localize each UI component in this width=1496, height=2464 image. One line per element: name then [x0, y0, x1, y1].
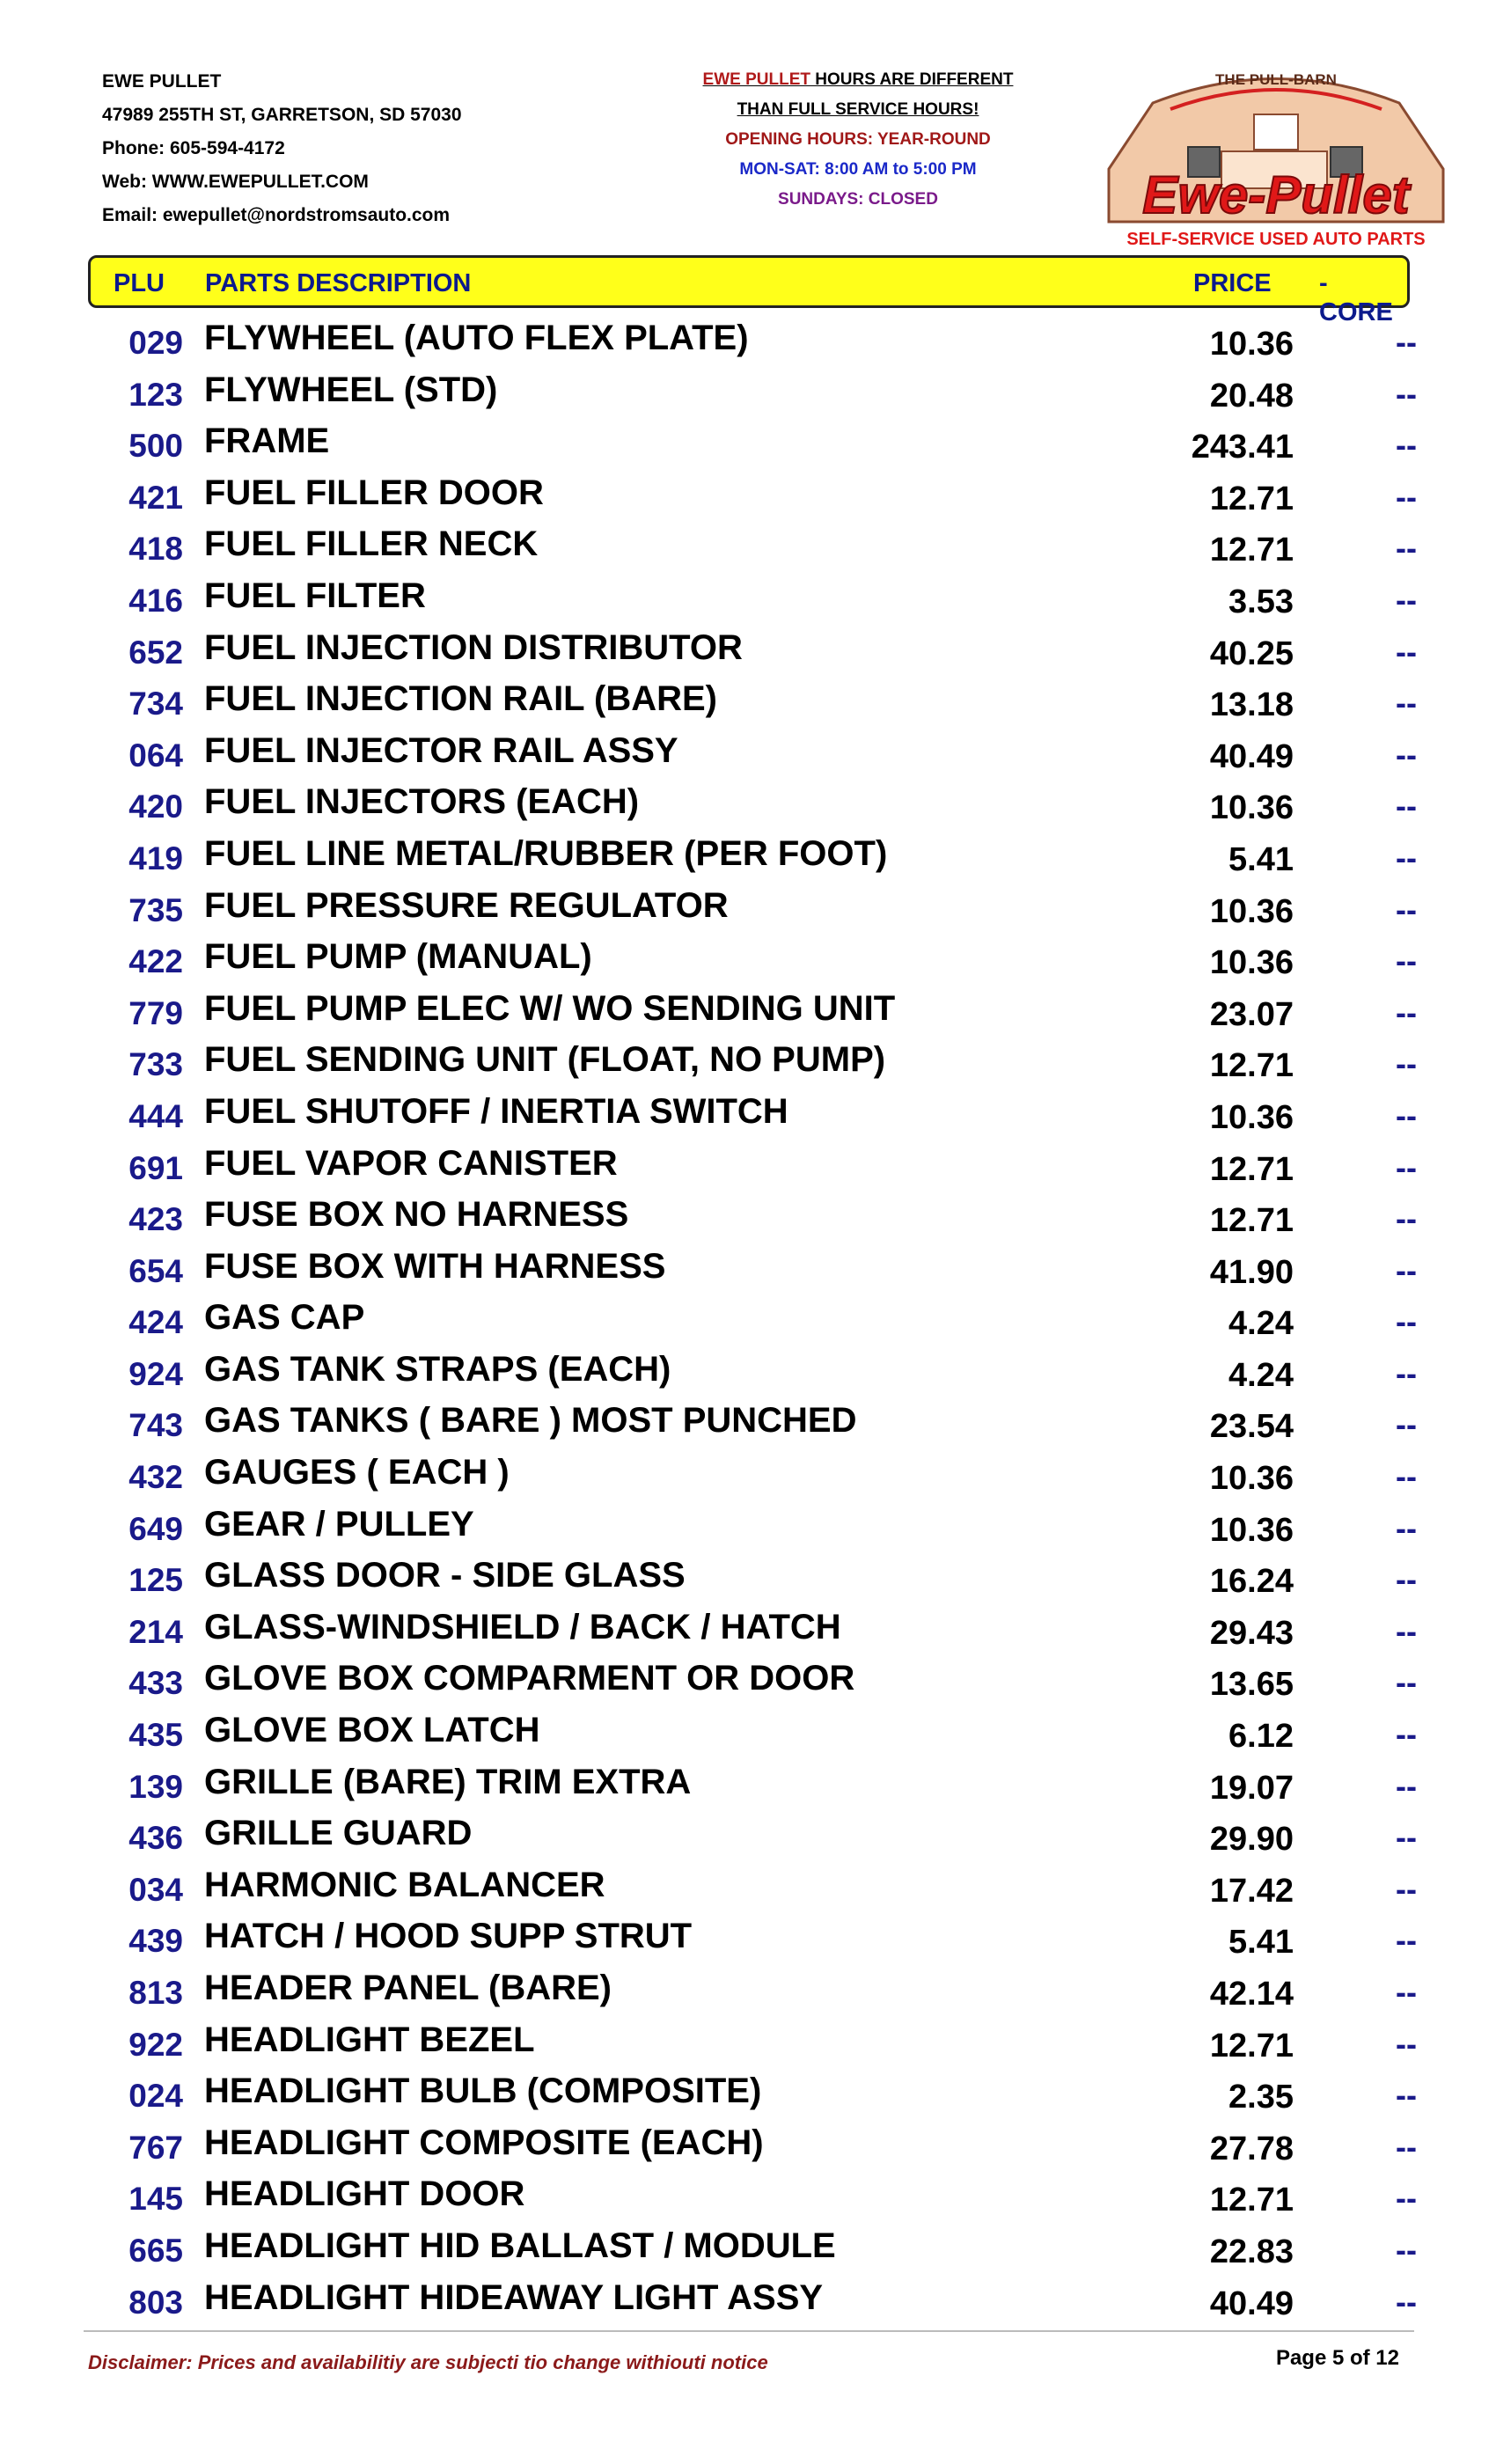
description-cell: FUEL VAPOR CANISTER — [204, 1143, 618, 1183]
price-cell: 40.25 — [1209, 634, 1294, 672]
parts-price-list — [0, 317, 1496, 2328]
core-cell: -- — [1396, 1561, 1417, 1598]
price-cell: 19.07 — [1209, 1769, 1294, 1807]
table-row — [0, 1915, 1496, 1967]
table-row — [0, 1193, 1496, 1245]
price-cell: 4.24 — [1228, 1356, 1294, 1394]
core-cell: -- — [1396, 1458, 1417, 1495]
description-cell: FUEL INJECTORS (EACH) — [204, 782, 640, 822]
price-cell: 12.71 — [1209, 1150, 1294, 1188]
hours-line-2: THAN FULL SERVICE HOURS! — [737, 100, 979, 119]
core-cell: -- — [1396, 1922, 1417, 1959]
core-cell: -- — [1396, 2077, 1417, 2114]
plu-cell: 139 — [128, 1768, 183, 1805]
core-cell: -- — [1396, 839, 1417, 876]
description-cell: FLYWHEEL (STD) — [204, 370, 498, 409]
price-cell: 10.36 — [1209, 944, 1294, 982]
hours-notice — [669, 65, 1047, 215]
table-row — [0, 1142, 1496, 1194]
core-cell: -- — [1396, 736, 1417, 773]
table-row — [0, 1554, 1496, 1606]
plu-cell: 444 — [128, 1097, 183, 1134]
plu-cell: 418 — [128, 531, 183, 568]
core-cell: -- — [1396, 685, 1417, 722]
core-cell: -- — [1396, 530, 1417, 567]
table-row — [0, 317, 1496, 369]
core-cell: -- — [1396, 1664, 1417, 1701]
price-cell: 2.35 — [1228, 2079, 1294, 2116]
price-cell: 40.49 — [1209, 2284, 1294, 2322]
plu-cell: 439 — [128, 1923, 183, 1960]
store-web: Web: WWW.EWEPULLET.COM — [102, 172, 369, 192]
description-cell: FUEL INJECTOR RAIL ASSY — [204, 730, 678, 770]
core-cell: -- — [1396, 2283, 1417, 2320]
plu-cell: 665 — [128, 2232, 183, 2269]
plu-cell: 649 — [128, 1510, 183, 1547]
opening-hours: OPENING HOURS: YEAR-ROUND — [725, 130, 991, 149]
table-row — [0, 1296, 1496, 1348]
price-cell: 10.36 — [1209, 1460, 1294, 1498]
plu-cell: 422 — [128, 943, 183, 980]
core-cell: -- — [1396, 1870, 1417, 1907]
plu-cell: 433 — [128, 1665, 183, 1702]
table-row — [0, 1606, 1496, 1658]
description-cell: GRILLE (BARE) TRIM EXTRA — [204, 1762, 692, 1801]
sunday-hours: SUNDAYS: CLOSED — [778, 190, 938, 209]
description-cell: FUEL LINE METAL/RUBBER (PER FOOT) — [204, 833, 888, 873]
price-cell: 3.53 — [1228, 583, 1294, 620]
description-cell: FUEL FILLER DOOR — [204, 473, 544, 512]
table-row — [0, 1864, 1496, 1916]
table-row — [0, 832, 1496, 884]
logo-main-text: Ewe-Pullet — [1142, 165, 1410, 224]
plu-cell: 735 — [128, 891, 183, 928]
core-cell: -- — [1396, 942, 1417, 979]
plu-cell: 064 — [128, 737, 183, 774]
plu-cell: 420 — [128, 788, 183, 825]
table-row — [0, 1038, 1496, 1090]
description-cell: GAS CAP — [204, 1298, 365, 1338]
hours-line-1-rest: HOURS ARE DIFFERENT — [810, 70, 1014, 89]
logo-top-text: THE PULL-BARN — [1215, 71, 1337, 88]
description-cell: GLASS-WINDSHIELD / BACK / HATCH — [204, 1607, 841, 1646]
price-cell: 41.90 — [1209, 1253, 1294, 1291]
table-row — [0, 1451, 1496, 1503]
description-cell: GAUGES ( EACH ) — [204, 1453, 510, 1492]
description-cell: GRILLE GUARD — [204, 1814, 473, 1853]
plu-column-header: PLU — [114, 269, 165, 297]
price-cell: 12.71 — [1209, 532, 1294, 569]
core-cell: -- — [1396, 478, 1417, 515]
price-cell: 23.54 — [1209, 1408, 1294, 1446]
table-row — [0, 1967, 1496, 2019]
core-cell: -- — [1396, 375, 1417, 412]
description-cell: FRAME — [204, 422, 330, 461]
price-cell: 10.36 — [1209, 1098, 1294, 1136]
price-cell: 29.90 — [1209, 1821, 1294, 1859]
description-cell: HARMONIC BALANCER — [204, 1865, 605, 1904]
plu-cell: 691 — [128, 1149, 183, 1186]
table-row — [0, 575, 1496, 627]
plu-cell: 779 — [128, 994, 183, 1031]
price-cell: 12.71 — [1209, 1202, 1294, 1240]
core-cell: -- — [1396, 1354, 1417, 1391]
table-row — [0, 1348, 1496, 1400]
description-cell: FUEL FILLER NECK — [204, 524, 539, 564]
description-cell: FUEL INJECTION DISTRIBUTOR — [204, 627, 743, 667]
plu-cell: 500 — [128, 428, 183, 465]
plu-cell: 424 — [128, 1304, 183, 1341]
table-row — [0, 1399, 1496, 1451]
plu-cell: 734 — [128, 686, 183, 722]
description-cell: HEADER PANEL (BARE) — [204, 1969, 612, 2007]
description-cell: FUEL PUMP ELEC W/ WO SENDING UNIT — [204, 988, 896, 1028]
description-cell: FUEL PUMP (MANUAL) — [204, 937, 592, 977]
table-row — [0, 627, 1496, 678]
description-cell: HATCH / HOOD SUPP STRUT — [204, 1917, 693, 1956]
core-cell: -- — [1396, 1045, 1417, 1082]
plu-cell: 924 — [128, 1355, 183, 1392]
store-name: EWE PULLET — [102, 71, 222, 92]
store-address: 47989 255TH ST, GARRETSON, SD 57030 — [102, 105, 462, 125]
plu-cell: 435 — [128, 1717, 183, 1754]
description-cell: FUSE BOX NO HARNESS — [204, 1195, 629, 1235]
core-cell: -- — [1396, 633, 1417, 670]
table-row — [0, 730, 1496, 781]
table-row — [0, 935, 1496, 987]
table-row — [0, 2019, 1496, 2071]
plu-cell: 123 — [128, 376, 183, 413]
plu-cell: 432 — [128, 1459, 183, 1496]
plu-cell: 214 — [128, 1613, 183, 1650]
ewe-pullet-logo — [1091, 55, 1461, 253]
plu-cell: 803 — [128, 2284, 183, 2321]
table-row — [0, 1245, 1496, 1297]
store-email: Email: ewepullet@nordstromsauto.com — [102, 205, 451, 225]
price-cell: 22.83 — [1209, 2233, 1294, 2270]
table-row — [0, 884, 1496, 936]
table-row — [0, 2070, 1496, 2122]
description-cell: HEADLIGHT BEZEL — [204, 2020, 535, 2059]
store-contact-block — [102, 65, 462, 232]
plu-cell: 767 — [128, 2129, 183, 2166]
table-row — [0, 781, 1496, 832]
description-cell: HEADLIGHT HIDEAWAY LIGHT ASSY — [204, 2277, 824, 2317]
core-cell: -- — [1396, 1819, 1417, 1856]
description-cell: FUEL FILTER — [204, 576, 426, 615]
price-cell: 13.18 — [1209, 686, 1294, 724]
plu-cell: 029 — [128, 325, 183, 361]
description-cell: HEADLIGHT BULB (COMPOSITE) — [204, 2072, 762, 2111]
store-phone: Phone: 605-594-4172 — [102, 138, 285, 158]
core-cell: -- — [1396, 1509, 1417, 1546]
description-cell: FUSE BOX WITH HARNESS — [204, 1246, 666, 1286]
price-cell: 13.65 — [1209, 1666, 1294, 1704]
table-row — [0, 1090, 1496, 1142]
price-cell: 5.41 — [1228, 1924, 1294, 1962]
table-row — [0, 1761, 1496, 1813]
price-cell: 10.36 — [1209, 1511, 1294, 1549]
plu-cell: 024 — [128, 2078, 183, 2115]
price-cell: 16.24 — [1209, 1563, 1294, 1601]
price-cell: 6.12 — [1228, 1718, 1294, 1756]
price-cell: 12.71 — [1209, 1047, 1294, 1085]
plu-cell: 743 — [128, 1407, 183, 1444]
core-cell: -- — [1396, 2231, 1417, 2268]
core-cell: -- — [1396, 581, 1417, 618]
price-cell: 10.36 — [1209, 326, 1294, 363]
plu-cell: 436 — [128, 1820, 183, 1857]
price-cell: 12.71 — [1209, 2027, 1294, 2064]
price-cell: 4.24 — [1228, 1305, 1294, 1343]
description-cell: FUEL SHUTOFF / INERTIA SWITCH — [204, 1091, 788, 1131]
price-cell: 23.07 — [1209, 995, 1294, 1033]
core-cell: -- — [1396, 1406, 1417, 1443]
plu-cell: 652 — [128, 634, 183, 671]
core-cell: -- — [1396, 1612, 1417, 1649]
description-cell: HEADLIGHT HID BALLAST / MODULE — [204, 2226, 836, 2265]
price-cell: 12.71 — [1209, 2182, 1294, 2219]
description-cell: FLYWHEEL (AUTO FLEX PLATE) — [204, 319, 749, 357]
price-cell: 27.78 — [1209, 2130, 1294, 2167]
description-cell: FUEL INJECTION RAIL (BARE) — [204, 679, 717, 719]
plu-cell: 034 — [128, 1871, 183, 1908]
description-cell: HEADLIGHT COMPOSITE (EACH) — [204, 2123, 764, 2162]
core-cell: -- — [1396, 1974, 1417, 2010]
table-row — [0, 523, 1496, 575]
column-header-bar — [88, 255, 1410, 326]
price-cell: 29.43 — [1209, 1614, 1294, 1652]
description-column-header: PARTS DESCRIPTION — [205, 269, 472, 297]
plu-cell: 421 — [128, 479, 183, 516]
core-cell: -- — [1396, 2128, 1417, 2165]
description-cell: GLOVE BOX LATCH — [204, 1711, 540, 1750]
table-row — [0, 1812, 1496, 1864]
table-row — [0, 1503, 1496, 1555]
description-cell: GAS TANKS ( BARE ) MOST PUNCHED — [204, 1401, 857, 1441]
core-cell: -- — [1396, 994, 1417, 1030]
table-row — [0, 1657, 1496, 1709]
price-cell: 5.41 — [1228, 840, 1294, 878]
core-cell: -- — [1396, 1767, 1417, 1804]
core-cell: -- — [1396, 1716, 1417, 1753]
price-cell: 40.49 — [1209, 737, 1294, 775]
price-cell: 10.36 — [1209, 892, 1294, 930]
description-cell: FUEL PRESSURE REGULATOR — [204, 885, 729, 925]
core-cell: -- — [1396, 2025, 1417, 2062]
price-cell: 12.71 — [1209, 480, 1294, 517]
table-row — [0, 987, 1496, 1039]
core-cell: -- — [1396, 788, 1417, 825]
hours-line-1 — [669, 65, 1047, 95]
price-cell: 42.14 — [1209, 1976, 1294, 2013]
logo-tagline: SELF-SERVICE USED AUTO PARTS — [1126, 230, 1426, 249]
core-cell: -- — [1396, 324, 1417, 360]
core-cell: -- — [1396, 1148, 1417, 1185]
table-row — [0, 678, 1496, 730]
core-cell: -- — [1396, 1251, 1417, 1288]
table-row — [0, 2277, 1496, 2328]
plu-cell: 654 — [128, 1252, 183, 1289]
description-cell: GEAR / PULLEY — [204, 1504, 474, 1544]
core-cell: -- — [1396, 891, 1417, 928]
plu-cell: 922 — [128, 2026, 183, 2063]
price-cell: 243.41 — [1191, 429, 1294, 466]
plu-cell: 419 — [128, 840, 183, 876]
price-cell: 17.42 — [1209, 1872, 1294, 1910]
table-row — [0, 472, 1496, 524]
plu-cell: 145 — [128, 2181, 183, 2218]
description-cell: HEADLIGHT DOOR — [204, 2174, 525, 2214]
plu-cell: 423 — [128, 1201, 183, 1238]
description-cell: GLOVE BOX COMPARMENT OR DOOR — [204, 1659, 855, 1698]
description-cell: GLASS DOOR - SIDE GLASS — [204, 1556, 686, 1595]
plu-cell: 416 — [128, 582, 183, 619]
table-row — [0, 420, 1496, 472]
plu-cell: 813 — [128, 1975, 183, 2011]
price-column-header: PRICE — [1193, 269, 1272, 297]
page-number: Page 5 of 12 — [1275, 2346, 1399, 2370]
hours-brand: EWE PULLET — [702, 70, 810, 89]
core-cell: -- — [1396, 2180, 1417, 2217]
price-cell: 20.48 — [1209, 377, 1294, 414]
table-row — [0, 2225, 1496, 2277]
table-row — [0, 2122, 1496, 2174]
core-cell: -- — [1396, 1303, 1417, 1340]
core-cell: -- — [1396, 1096, 1417, 1133]
core-cell: -- — [1396, 427, 1417, 464]
footer-divider — [84, 2330, 1414, 2332]
core-column-header: - CORE — [1319, 269, 1393, 326]
price-cell: 10.36 — [1209, 789, 1294, 827]
weekday-hours: MON-SAT: 8:00 AM to 5:00 PM — [739, 160, 977, 179]
table-row — [0, 2173, 1496, 2225]
plu-cell: 733 — [128, 1046, 183, 1083]
disclaimer: Disclaimer: Prices and availabilitiy are subjecti tio change withiouti notice — [88, 2351, 768, 2373]
core-cell: -- — [1396, 1200, 1417, 1237]
description-cell: FUEL SENDING UNIT (FLOAT, NO PUMP) — [204, 1040, 886, 1080]
description-cell: GAS TANK STRAPS (EACH) — [204, 1349, 671, 1389]
table-row — [0, 369, 1496, 421]
plu-cell: 125 — [128, 1562, 183, 1599]
table-row — [0, 1709, 1496, 1761]
